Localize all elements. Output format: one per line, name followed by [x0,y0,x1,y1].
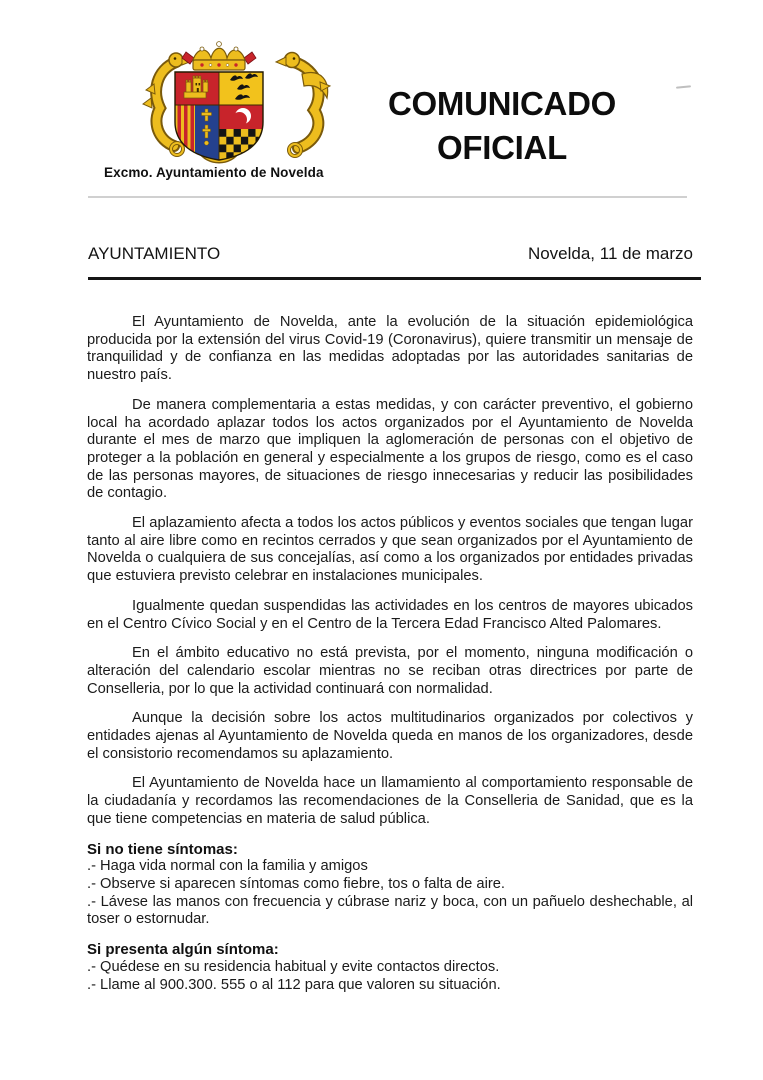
crown-icon [182,42,256,70]
instruction-item: .- Quédese en su residencia habitual y evite contactos directos. [87,958,500,975]
instruction-item: .- Observe si aparecen síntomas como fiebre, tos o falta de aire. [87,875,505,892]
page-title-line1: COMUNICADO [388,85,616,122]
dateline: Novelda, 11 de marzo [527,244,693,263]
instruction-item: .- Llame al 900.300. 555 o al 112 para que valoren su situación. [87,976,501,993]
body-paragraph: De manera complementaria a estas medidas, y con carácter preventivo, el gobierno local ha acordado aplazar todos los actos organizados por el Ayuntamiento de Novelda durante el mes de marzo que impliquen la aglomeración de personas con el objetivo de proteger a la población en general y especialmente a los grupos de riesgo, como es el caso de las personas mayores, de situaciones de riesgo innecesarias y reducir las posibilidades de contagio. [87,396,693,502]
shield-icon [175,72,263,160]
document-body [87,314,693,1006]
body-paragraph: El aplazamiento afecta a todos los actos públicos y eventos sociales que tengan lugar tanto al aire libre como en recintos cerrados y que sean organizados por el Ayuntamiento de Novelda o cualquiera de sus concejalías, así como a los organizados por entidades privadas que estuviera previsto celebrar en instalaciones municipales. [87,515,693,585]
instruction-list [87,858,693,929]
org-label: AYUNTAMIENTO [88,244,221,263]
body-paragraph: En el ámbito educativo no está prevista, por el momento, ninguna modificación o alteración del calendario escolar mientras no se reciban otras directrices por parte de Conselleria, por lo que la actividad continuará con normalidad. [87,645,693,697]
section-heading: Si presenta algún síntoma: [87,941,279,959]
crest-caption: Excmo. Ayuntamiento de Novelda [104,165,324,180]
section-symptoms [87,941,693,994]
section-heading: Si no tiene síntomas: [87,840,238,858]
meta-row [88,244,693,264]
body-paragraph: El Ayuntamiento de Novelda hace un llamamiento al comportamiento responsable de la ciudadanía y recordamos las recomendaciones de la Conselleria de Sanidad, que es la que tiene competencias en materia de salud pública. [87,775,693,827]
instruction-item: .- Lávese las manos con frecuencia y cúbrase nariz y boca, con un pañuelo deshechable, al toser o estornudar. [87,893,693,928]
body-paragraph: El Ayuntamiento de Novelda, ante la evolución de la situación epidemiológica producida por la extensión del virus Covid-19 (Coronavirus), quiere transmitir un mensaje de tranquilidad y de confianza en las medidas adoptadas por las autoridades sanitarias de nuestro país. [87,314,693,384]
header-divider [88,196,687,198]
page-title [352,82,652,170]
scan-artifact [676,85,691,89]
coat-of-arms-logo [142,36,332,166]
section-no-symptoms [87,841,693,930]
body-paragraph: Aunque la decisión sobre los actos multitudinarios organizados por colectivos y entidades ajenas al Ayuntamiento de Novelda queda en manos de los organizadores, desde el consistorio recomendamos su aplazamiento. [87,710,693,762]
body-paragraph: Igualmente quedan suspendidas las actividades en los centros de mayores ubicados en el Centro Cívico Social y en el Centro de la Tercera Edad Francisco Alted Palomares. [87,597,693,632]
page-title-line2: OFICIAL [437,129,567,166]
instruction-list [87,959,693,994]
meta-rule [88,277,701,280]
instruction-item: .- Haga vida normal con la familia y amigos [87,858,368,875]
